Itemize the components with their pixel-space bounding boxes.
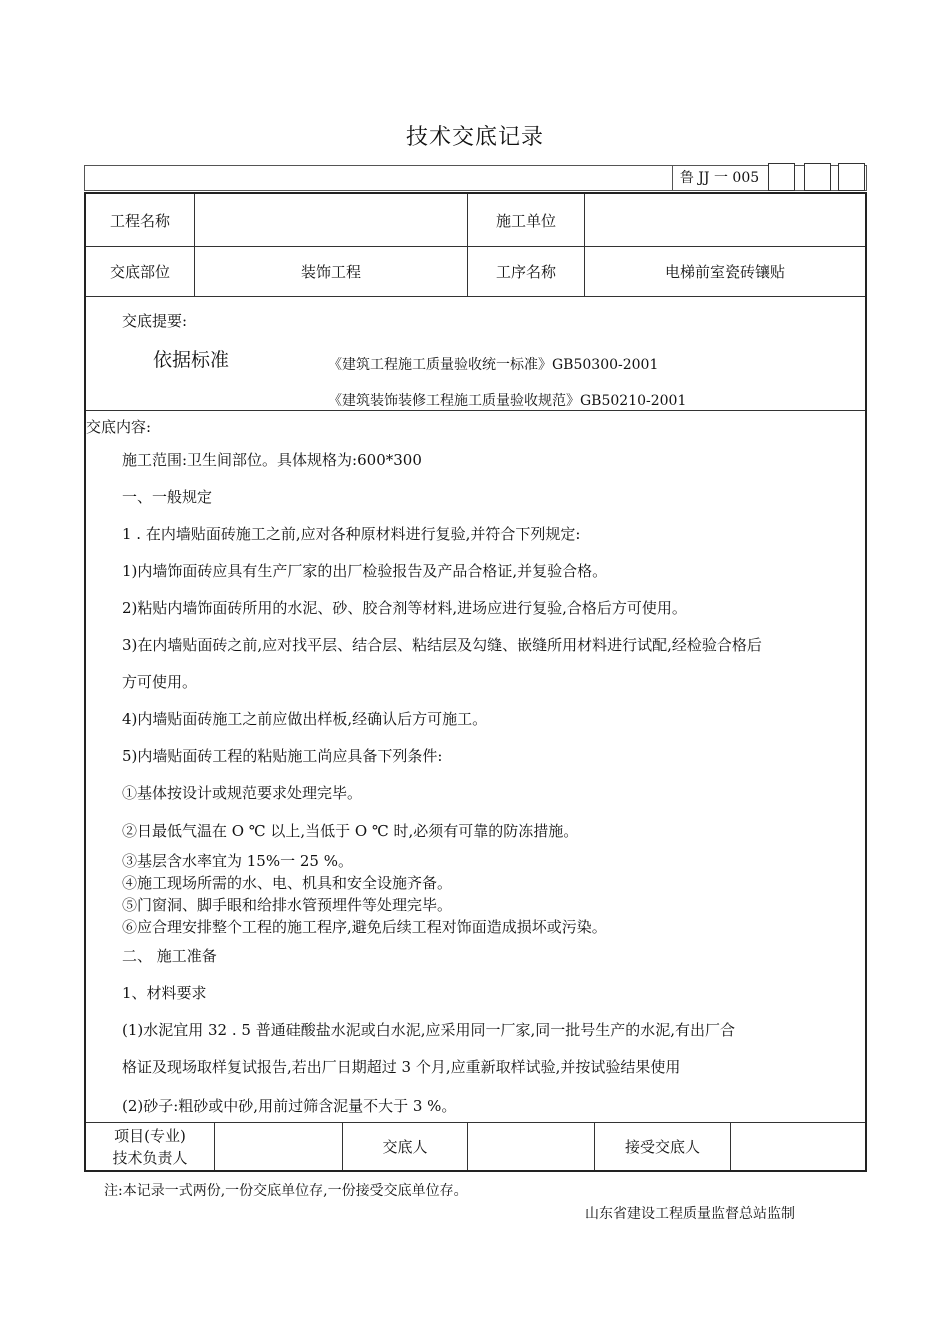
content-line: 一、一般规定 <box>122 488 213 506</box>
discloser-field[interactable] <box>468 1123 594 1170</box>
code-box-2[interactable] <box>804 163 831 191</box>
row-divider <box>86 296 865 297</box>
footnote: 注:本记录一式两份,一份交底单位存,一份接受交底单位存。 <box>104 1183 468 1199</box>
tech-lead-field[interactable] <box>215 1123 342 1170</box>
content-label: 交底内容: <box>86 418 152 436</box>
content-line: 2)粘贴内墙饰面砖所用的水泥、砂、胶合剂等材料,进场应进行复验,合格后方可使用。 <box>122 599 687 617</box>
content-line: 3)在内墙贴面砖之前,应对找平层、结合层、粘结层及勾缝、嵌缝所用材料进行试配,经检验合格后 <box>122 636 762 654</box>
standard-item: 《建筑工程施工质量验收统一标准》GB50300-2001 <box>328 357 659 373</box>
receiver-field[interactable] <box>731 1123 865 1170</box>
contractor-label: 施工单位 <box>495 211 556 230</box>
content-line: ③基层含水率宜为 15%一 25 %。 <box>122 852 353 870</box>
content-line: (2)砂子:粗砂或中砂,用前过筛含泥量不大于 3 %。 <box>122 1097 457 1115</box>
supervisor-credit: 山东省建设工程质量监督总站监制 <box>585 1206 795 1222</box>
process-field[interactable]: 电梯前室瓷砖镶贴 <box>664 263 785 281</box>
process-label: 工序名称 <box>495 263 556 281</box>
content-line: 5)内墙贴面砖工程的粘贴施工尚应具备下列条件: <box>122 747 443 765</box>
content-line: 方可使用。 <box>122 673 198 691</box>
content-line: 1 . 在内墙贴面砖施工之前,应对各种原材料进行复验,并符合下列规定: <box>122 525 581 543</box>
tech-lead-label-line2: 技术负责人 <box>112 1148 188 1167</box>
tech-lead-label <box>86 1123 214 1170</box>
content-line: ⑥应合理安排整个工程的施工程序,避免后续工程对饰面造成损坏或污染。 <box>122 918 607 936</box>
content-line: ①基体按设计或规范要求处理完毕。 <box>122 784 363 802</box>
content-line: 1、材料要求 <box>122 984 207 1002</box>
content-line: ②日最低气温在 O ℃ 以上,当低于 O ℃ 时,必须有可靠的防冻措施。 <box>122 822 579 840</box>
row-divider <box>86 410 865 411</box>
content-line: (1)水泥宜用 32 . 5 普通硅酸盐水泥或白水泥,应采用同一厂家,同一批号生产的水泥,有出厂合 <box>122 1021 736 1039</box>
content-line: 1)内墙饰面砖应具有生产厂家的出厂检验报告及产品合格证,并复验合格。 <box>122 562 608 580</box>
discloser-label: 交底人 <box>382 1138 428 1156</box>
form-code: 鲁 JJ 一 005 <box>672 165 766 191</box>
project-name-label: 工程名称 <box>109 211 170 230</box>
summary-label: 交底提要: <box>122 312 188 330</box>
standard-item: 《建筑装饰装修工程施工质量验收规范》GB50210-2001 <box>328 393 687 409</box>
receiver-label: 接受交底人 <box>624 1138 700 1156</box>
code-box-1[interactable] <box>768 163 795 191</box>
tech-lead-label-line1: 项目(专业) <box>114 1126 186 1145</box>
content-line: 4)内墙贴面砖施工之前应做出样板,经确认后方可施工。 <box>122 710 488 728</box>
content-line: 二、 施工准备 <box>122 947 217 965</box>
record-table <box>84 192 867 1172</box>
code-box-3[interactable] <box>838 163 865 191</box>
contractor-field[interactable] <box>585 194 865 246</box>
content-line: 施工范围:卫生间部位。具体规格为:600*300 <box>122 451 422 469</box>
content-line: 格证及现场取样复试报告,若出厂日期超过 3 个月,应重新取样试验,并按试验结果使用 <box>122 1058 681 1076</box>
project-name-field[interactable] <box>195 194 467 246</box>
content-line: ④施工现场所需的水、电、机具和安全设施齐备。 <box>122 874 453 892</box>
basis-label: 依据标准 <box>153 349 230 371</box>
part-field[interactable]: 装饰工程 <box>300 263 361 281</box>
part-label: 交底部位 <box>109 263 170 281</box>
page-title: 技术交底记录 <box>405 125 544 150</box>
content-line: ⑤门窗洞、脚手眼和给排水管预埋件等处理完毕。 <box>122 896 453 914</box>
